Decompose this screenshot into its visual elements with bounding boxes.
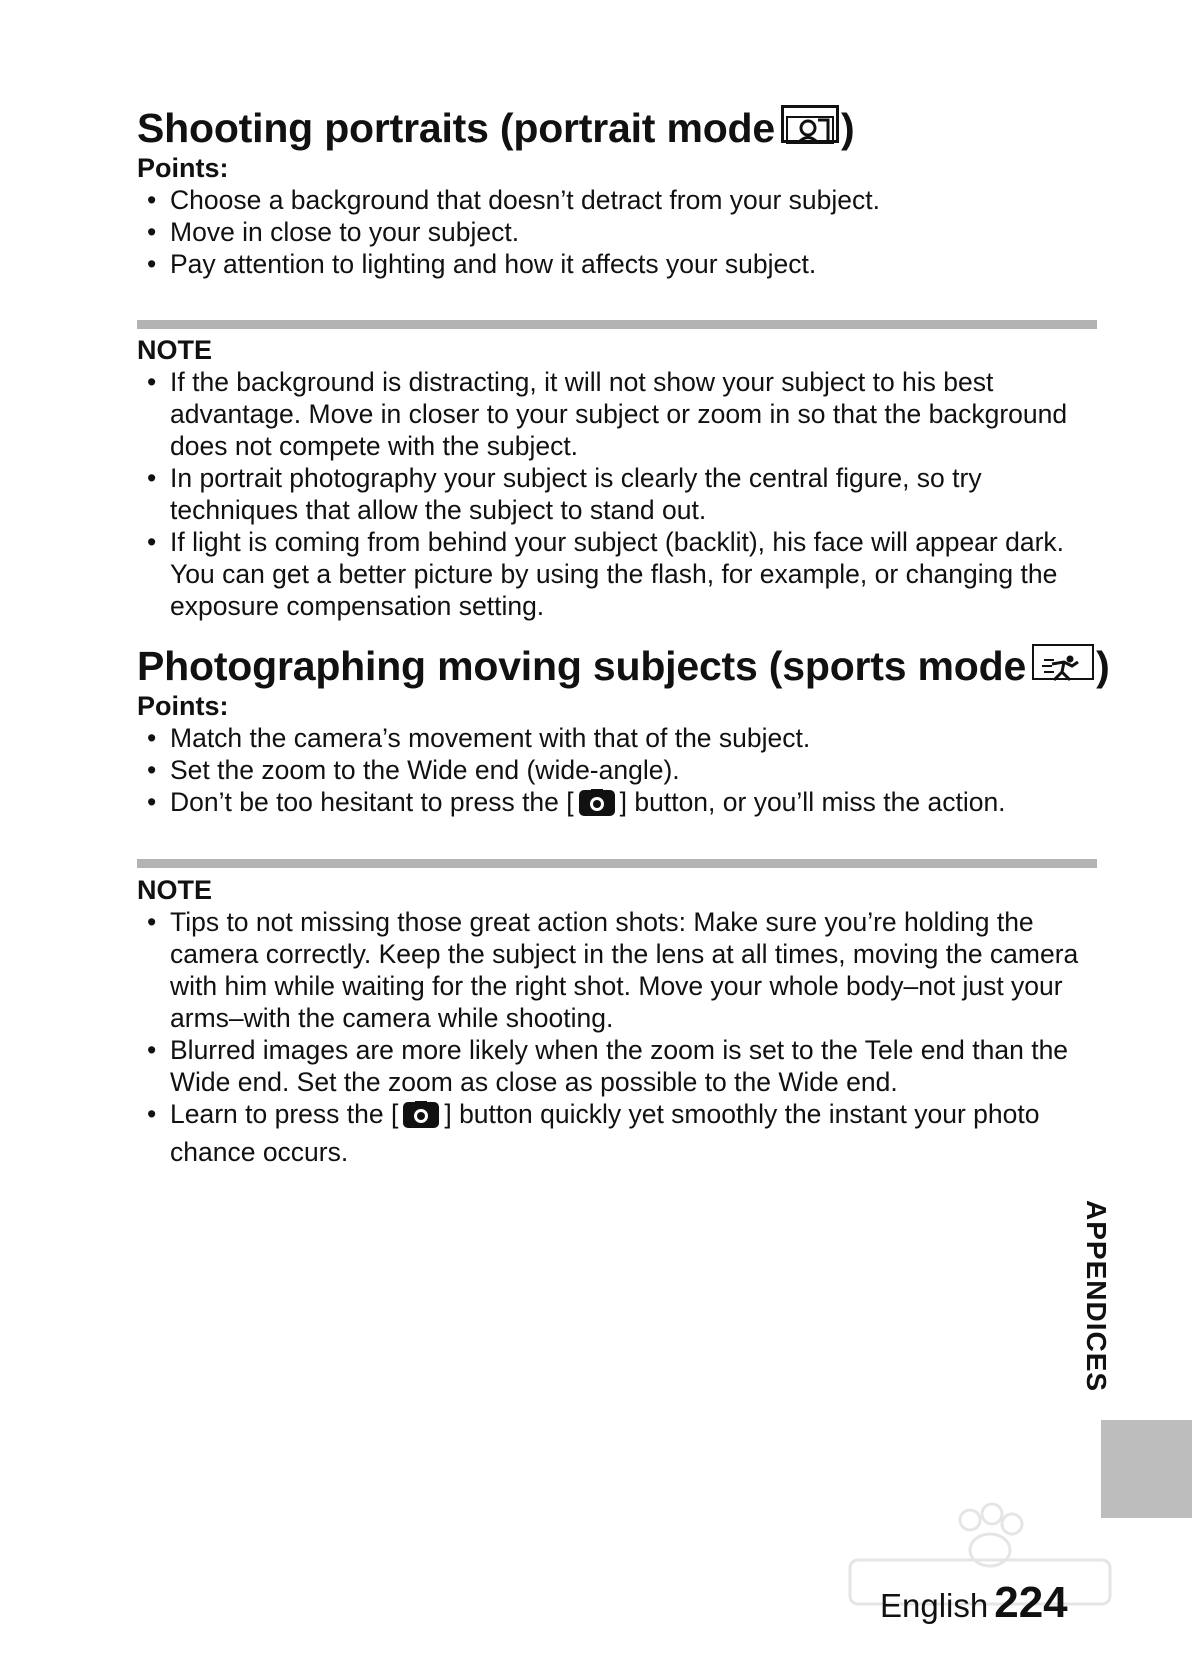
points-list	[137, 722, 1097, 824]
list-item: • Choose a background that doesn’t detract from your subject.	[147, 185, 881, 215]
list-item: • Match the camera’s movement with that of the subject.	[147, 723, 811, 753]
list-item: • If light is coming from behind your subject (backlit), his face will appear dark. You can get a better picture by using the flash, for example, or changing the exposure compensation setting.	[147, 527, 1065, 621]
note-sports	[137, 874, 1097, 1168]
portrait-mode-icon	[781, 105, 839, 143]
section-sports	[137, 642, 1110, 824]
list-item: • Blurred images are more likely when the zoom is set to the Tele end than the Wide end. Set the zoom as close as possible to the Wide end.	[147, 1035, 1069, 1097]
section-portrait	[137, 104, 1097, 280]
points-label: Points:	[137, 153, 229, 183]
note-label: NOTE	[137, 335, 213, 365]
footer-language: English	[880, 1587, 989, 1624]
list-item: • Don’t be too hesitant to press the [ ] button, or you’ll miss the action.	[137, 786, 1097, 824]
page-number: 224	[994, 1578, 1068, 1627]
points-label: Points:	[137, 691, 229, 721]
side-tab-marker	[1101, 1420, 1192, 1518]
section-title-sports: Photographing moving subjects (sports mode )	[137, 643, 1110, 689]
note-portrait	[137, 334, 1097, 622]
list-item: • Set the zoom to the Wide end (wide-angle).	[147, 755, 680, 785]
sports-mode-icon	[1032, 644, 1094, 680]
list-item: • Pay attention to lighting and how it affects your subject.	[147, 249, 817, 279]
note-label: NOTE	[137, 875, 213, 905]
list-item: • Learn to press the [ ] button quickly yet smoothly the instant your photo chance occurs.	[147, 1099, 1040, 1167]
page-footer	[880, 1578, 1068, 1628]
list-item: • In portrait photography your subject is clearly the central figure, so try techniques that allow the subject to stand out.	[147, 463, 982, 525]
divider	[137, 320, 1097, 329]
section-title-portrait: Shooting portraits (portrait mode )	[137, 105, 855, 151]
shutter-camera-icon	[402, 1101, 440, 1136]
divider	[137, 859, 1097, 868]
list-item: • If the background is distracting, it will not show your subject to his best advantage. Move in closer to your subject or zoom in so that the background does not compete with the subject.	[147, 367, 1068, 461]
side-tab-label: APPENDICES	[1081, 1200, 1112, 1393]
points-list	[137, 184, 1097, 280]
notes-list	[137, 366, 1097, 622]
list-item: • Tips to not missing those great action shots: Make sure you’re holding the camera correctly. Keep the subject in the lens at all times, moving the camera with him while waiting for the right shot. Move your whole body–not just your arms–with the camera while shooting.	[147, 907, 1079, 1033]
notes-list	[137, 906, 1097, 1168]
list-item: • Move in close to your subject.	[147, 217, 520, 247]
shutter-camera-icon	[578, 789, 616, 824]
